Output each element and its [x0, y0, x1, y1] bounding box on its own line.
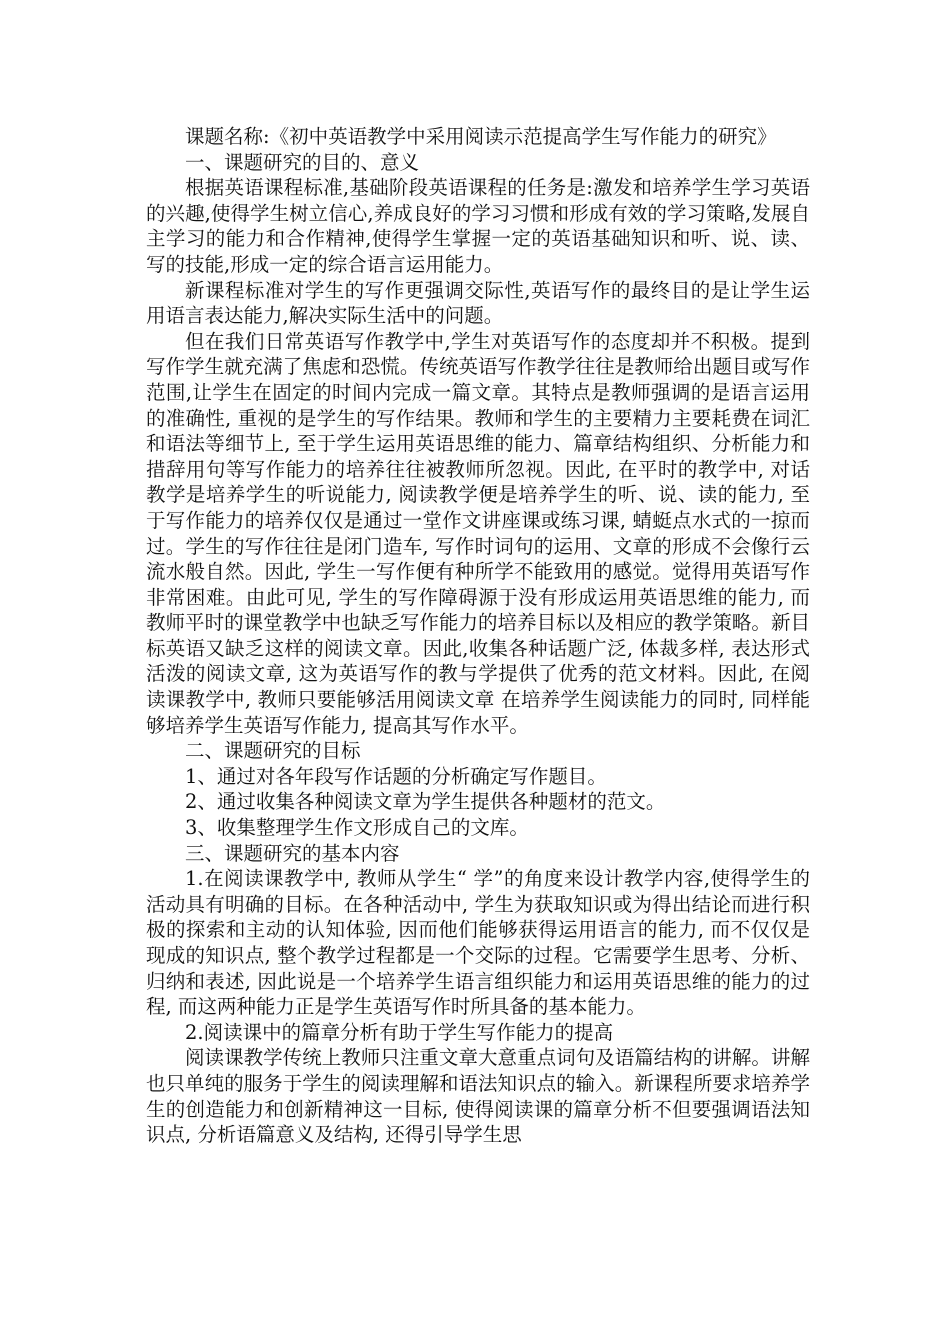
section-heading-content: 三、课题研究的基本内容	[185, 841, 400, 865]
paragraph-text-analysis: 阅读课教学传统上教师只注重文章大意重点词句及语篇结构的讲解。讲解也只单纯的服务于学生的阅读理解和语法知识点的输入。新课程所要求培养学生的创造能力和创新精神这一目标, 使得阅读课的篇章分析不但要强调语法知识点, 分析语篇意义及结构, 还得引导学生思	[146, 1046, 810, 1147]
document-page	[146, 124, 810, 1148]
subheading-text-analysis: 2.阅读课中的篇章分析有助于学生写作能力的提高	[185, 1020, 614, 1044]
goal-item-1: 1、通过对各年段写作话题的分析确定写作题目。	[185, 764, 607, 788]
section-heading-purpose: 一、课题研究的目的、意义	[185, 150, 420, 174]
document-title: 课题名称:《初中英语教学中采用阅读示范提高学生写作能力的研究》	[185, 125, 777, 148]
goal-item-3: 3、收集整理学生作文形成自己的文库。	[185, 816, 529, 840]
paragraph-writing-problems: 但在我们日常英语写作教学中,学生对英语写作的态度却并不积极。提到写作学生就充满了焦虑和恐慌。传统英语写作教学往往是教师给出题目或写作范围,让学生在固定的时间内完成一篇文章。其特点是教师强调的是语言运用的准确性, 重视的是学生的写作结果。教师和学生的主要精力主要耗费在词汇和语法等细节上, 至于学生运用英语思维的能力、篇章结构组织、分析能力和措辞用句等写作能力的培养往往被教师所忽视。因此, 在平时的教学中, 对话教学是培养学生的听说能力, 阅读教学便是培养学生的听、说、读的能力, 至于写作能力的培养仅仅是通过一堂作文讲座课或练习课, 蜻蜓点水式的一掠而过。学生的写作往往是闭门造车, 写作时词句的运用、文章的形成不会像行云流水般自然。因此, 学生一写作便有种所学不能致用的感觉。觉得用英语写作非常困难。由此可见, 学生的写作障碍源于没有形成运用英语思维的能力, 而教师平时的课堂教学中也缺乏写作能力的培养目标以及相应的教学策略。新目标英语又缺乏这样的阅读文章。因此,收集各种话题广泛, 体裁多样, 表达形式活泼的阅读文章, 这为英语写作的教与学提供了优秀的范文材料。因此, 在阅读课教学中, 教师只要能够活用阅读文章 在培养学生阅读能力的同时, 同样能够培养学生英语写作能力, 提高其写作水平。	[146, 329, 810, 737]
paragraph-new-standard: 新课程标准对学生的写作更强调交际性,英语写作的最终目的是让学生运用语言表达能力,解决实际生活中的问题。	[146, 278, 810, 328]
paragraph-curriculum-standard: 根据英语课程标准,基础阶段英语课程的任务是:激发和培养学生学习英语的兴趣,使得学生树立信心,养成良好的学习习惯和形成有效的学习策略,发展自主学习的能力和合作精神,使得学生掌握一定的英语基础知识和听、说、读、写的技能,形成一定的综合语言运用能力。	[146, 176, 810, 276]
goal-item-2: 2、通过收集各种阅读文章为学生提供各种题材的范文。	[185, 790, 666, 814]
paragraph-reading-class: 1.在阅读课教学中, 教师从学生“ 学”的角度来设计教学内容,使得学生的活动具有明确的目标。在各种活动中, 学生为获取知识或为得出结论而进行积极的探索和主动的认知体验, 因而他们能够获得运用语言的能力, 而不仅仅是现成的知识点, 整个教学过程都是一个交际的过程。它需要学生思考、分析、归纳和表述, 因此说是一个培养学生语言组织能力和运用英语思维的能力的过程, 而这两种能力正是学生英语写作时所具备的基本能力。	[146, 867, 810, 1019]
section-heading-goals: 二、课题研究的目标	[185, 739, 361, 763]
